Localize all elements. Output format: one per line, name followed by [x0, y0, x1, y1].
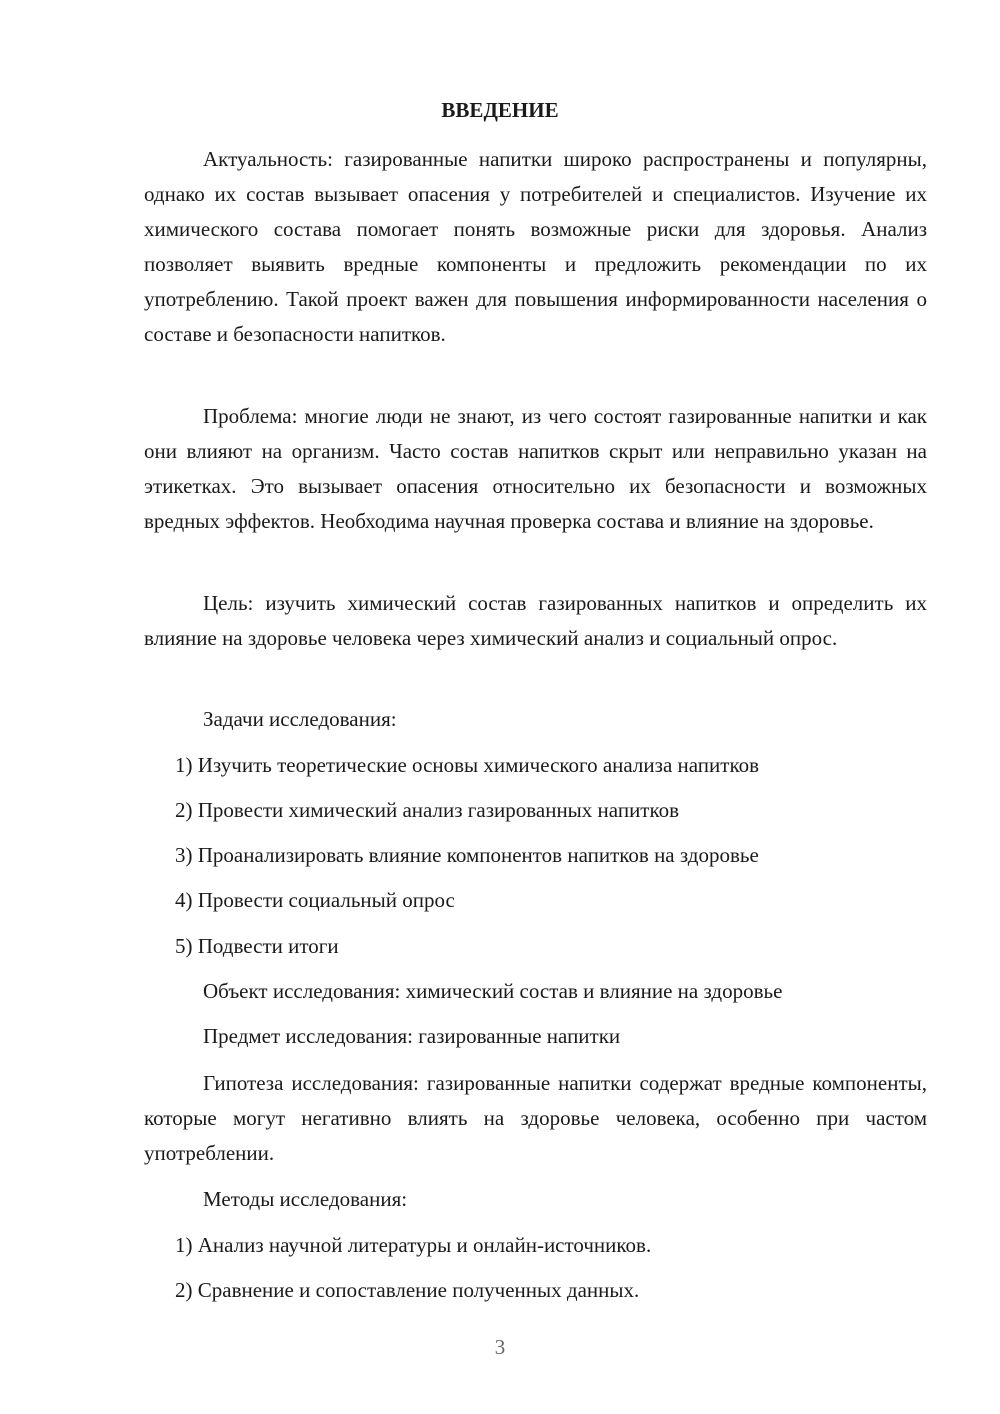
- task-item-4: 4) Провести социальный опрос: [175, 888, 455, 912]
- task-item-1: 1) Изучить теоретические основы химического анализа напитков: [175, 753, 760, 777]
- task-item-2: 2) Провести химический анализ газированных напитков: [175, 798, 680, 822]
- tasks-heading: Задачи исследования:: [203, 707, 397, 731]
- goal-paragraph: Цель: изучить химический состав газированных напитков и определить их влияние на здоровье человека через химический анализ и социальный опрос.: [144, 591, 927, 650]
- relevance-paragraph: Актуальность: газированные напитки широко распространены и популярны, однако их состав вызывает опасения у потребителей и специалистов. Изучение их химического состава помогает понять возможные риски для здоровья. Анализ позволяет выявить вредные компоненты и предложить рекомендации по их употреблению. Такой проект важен для повышения информированности населения о составе и безопасности напитков.: [144, 147, 927, 346]
- problem-paragraph: Проблема: многие люди не знают, из чего состоят газированные напитки и как они влияют на организм. Часто состав напитков скрыт или неправильно указан на этикетках. Это вызывает опасения относительно их безопасности и возможных вредных эффектов. Необходима научная проверка состава и влияние на здоровье.: [144, 404, 927, 533]
- method-item-2: 2) Сравнение и сопоставление полученных данных.: [175, 1278, 640, 1302]
- method-item-1: 1) Анализ научной литературы и онлайн-источников.: [175, 1233, 652, 1257]
- page-title: ВВЕДЕНИЕ: [441, 98, 559, 122]
- methods-heading: Методы исследования:: [203, 1187, 408, 1211]
- research-object: Объект исследования: химический состав и влияние на здоровье: [203, 979, 783, 1003]
- research-subject: Предмет исследования: газированные напитки: [203, 1024, 621, 1048]
- hypothesis-paragraph: Гипотеза исследования: газированные напитки содержат вредные компоненты, которые могут негативно влиять на здоровье человека, особенно при частом употреблении.: [144, 1071, 927, 1165]
- task-item-3: 3) Проанализировать влияние компонентов напитков на здоровье: [175, 843, 759, 867]
- page-number: 3: [494, 1335, 506, 1359]
- task-item-5: 5) Подвести итоги: [175, 934, 339, 958]
